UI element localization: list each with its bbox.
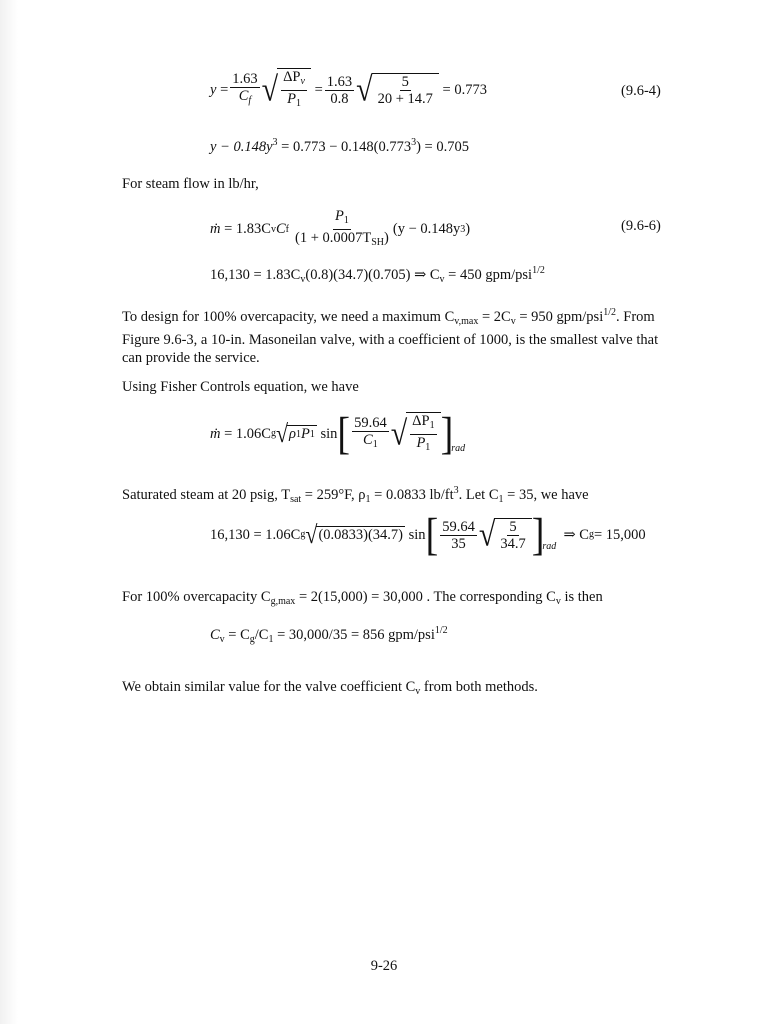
eq-sub: f — [285, 223, 289, 235]
eq-sub: 1 — [372, 439, 378, 450]
eq-sup: 3 — [272, 137, 278, 148]
eq-text: = 1.83C — [224, 221, 271, 238]
para-sub: g,max — [270, 596, 296, 607]
equation-fisher-numeric: 16,130 = 1.06C g √ (0.0833)(34.7) sin [ $\frac{59.64}{35}$ √ $\frac{5}{34.7}$ ] rad ⇒ C g = 15,000 — [210, 509, 646, 561]
para-text: = 35, we have — [503, 487, 589, 503]
eq-sub: 1 — [429, 420, 435, 431]
eq-sub: 1 — [295, 98, 301, 109]
eq-num: P — [335, 208, 344, 224]
eq-text: = C — [224, 627, 250, 643]
fraction — [230, 71, 259, 109]
eq-num: 5 — [509, 519, 517, 535]
eq-num: 1.63 — [232, 71, 258, 87]
eq-sub: g — [270, 428, 276, 439]
eq-num: 59.64 — [442, 518, 475, 535]
para-sup: 1/2 — [603, 307, 616, 318]
eq-num: 59.64 — [354, 415, 387, 431]
eq-text: P — [301, 426, 310, 443]
paragraph-cg-overcapacity — [122, 588, 603, 611]
eq-text: C — [275, 221, 286, 238]
para-sub: sat — [290, 494, 302, 505]
para-text: = 0.0833 lb/ft — [370, 487, 454, 503]
eq-sub: f — [248, 95, 252, 106]
para-sub: v,max — [454, 316, 479, 327]
eq-num: ΔP — [283, 69, 301, 85]
eq-den: 34.7 — [500, 536, 526, 552]
eq-sup: 1/2 — [532, 265, 545, 276]
square-root: √ (0.0833)(34.7) — [305, 520, 404, 549]
para-text: . From Figure 9.6-3, a 10-in. Masoneilan valve, with a coefficient of 1000, is the smallest valve that can provide the service. — [122, 309, 659, 366]
eq-num: ΔP — [412, 413, 430, 429]
para-text: is then — [560, 589, 603, 605]
eq-func: sin — [408, 526, 426, 543]
para-text: We obtain similar value for the valve coefficient C — [122, 679, 416, 695]
eq-den: 0.8 — [330, 90, 349, 107]
eq-num: 1.63 — [326, 73, 353, 90]
para-sub: v — [415, 686, 421, 697]
eq-den: P — [416, 435, 426, 451]
eq-func: sin — [320, 425, 338, 442]
eq-sub: 1 — [296, 428, 302, 440]
para-text: Saturated steam at 20 psig, T — [122, 487, 291, 503]
eq-sub: 1 — [425, 442, 431, 453]
eq-var: ṁ — [210, 221, 221, 238]
equation-cv-from-cg — [210, 626, 448, 645]
eq-sub: g — [300, 529, 306, 540]
equation-number: (9.6-4) — [621, 83, 661, 99]
eq-sup: 3 — [460, 223, 466, 235]
eq-var: ṁ — [210, 425, 221, 442]
para-sub: 1 — [365, 494, 371, 505]
para-text: = 259°F, ρ — [301, 487, 366, 503]
equation-fisher: ṁ = 1.06C g √ ρ 1 P 1 sin [ $\frac{59.64}{C_1}$ √ $\frac{\Delta P_1}{P_1}$ ] rad — [210, 408, 466, 460]
eq-sub: 1 — [268, 634, 274, 645]
paragraph-conclusion — [122, 678, 538, 701]
para-text: = 2(15,000) = 30,000 . The corresponding C — [295, 589, 556, 605]
eq-sub: v — [270, 223, 276, 235]
eq-text: /C — [254, 627, 269, 643]
para-text: = 2C — [478, 309, 511, 325]
eq-sub: v — [300, 76, 305, 87]
eq-text: ) — [465, 221, 471, 238]
para-sup: 3 — [453, 485, 459, 496]
eq-sup: 1/2 — [434, 625, 448, 636]
eq-den: 35 — [451, 535, 466, 552]
eq-text: = 15,000 — [593, 526, 646, 543]
eq-text: = 30,000/35 = 856 gpm/psi — [273, 627, 435, 643]
eq-text: 16,130 = 1.83C — [210, 267, 301, 283]
eq-sub: v — [439, 274, 445, 285]
para-sub: v — [555, 596, 561, 607]
paragraph-fisher-controls: Using Fisher Controls equation, we have — [122, 379, 359, 395]
eq-den: C — [363, 432, 373, 448]
eq-den: ) — [384, 230, 389, 246]
eq-sub: SH — [371, 237, 385, 248]
square-root: √ $\frac{\Delta P_v}{P_1}$ — [262, 68, 311, 112]
eq-text: y − 0.148y — [210, 139, 273, 155]
eq-var: y — [210, 81, 217, 98]
eq-text: C — [210, 627, 220, 643]
eq-text: = 1.06C — [224, 425, 271, 442]
eq-den: (1 + 0.0007T — [294, 230, 372, 246]
eq-radicand: (0.0833)(34.7) — [318, 527, 404, 544]
eq-result: = 0.773 — [442, 81, 487, 98]
eq-den: 20 + 14.7 — [377, 91, 433, 107]
para-sub: v — [510, 316, 516, 327]
eq-sub: 1 — [343, 215, 349, 226]
eq-sup: 3 — [411, 137, 417, 148]
para-text: = 950 gpm/psi — [515, 309, 604, 325]
eq-den: C — [238, 88, 249, 104]
para-sub: 1 — [498, 494, 504, 505]
eq-num: 5 — [401, 74, 409, 90]
paragraph-design-overcapacity — [122, 304, 662, 367]
page-number: 9-26 — [370, 958, 398, 974]
paragraph-saturated-steam — [122, 482, 589, 509]
eq-text: ⇒ C — [563, 526, 589, 543]
para-text: To design for 100% overcapacity, we need a maximum C — [122, 309, 455, 325]
para-text: . Let C — [458, 487, 499, 503]
eq-unit: rad — [451, 443, 466, 454]
scan-edge — [0, 0, 18, 1024]
paragraph-steam-flow: For steam flow in lb/hr, — [122, 176, 259, 192]
eq-text: ) = 0.705 — [416, 139, 469, 155]
equation-cv-result — [210, 266, 545, 285]
eq-text: 16,130 = 1.06C — [210, 526, 301, 543]
eq-den: P — [287, 91, 296, 107]
para-text: For 100% overcapacity C — [122, 589, 271, 605]
fraction — [293, 208, 391, 251]
equation-9-6-4: y = $\frac{1.63}{C_f}$ √ $\frac{\Delta P_v}{P_1}$ = $\frac{1.63}{0.8}$ √ $\frac{5}{20 + 14.7}$ = 0.773 — [210, 68, 487, 112]
eq-sub: g — [588, 529, 594, 540]
eq-text: (y − 0.148y — [392, 221, 461, 238]
eq-text: ρ — [289, 426, 297, 443]
para-text: from both methods. — [420, 679, 538, 695]
eq-text: = 0.773 − 0.148(0.773 — [277, 139, 412, 155]
eq-sub: g — [249, 634, 255, 645]
equation-9-6-6 — [210, 208, 470, 251]
eq-sub: 1 — [309, 428, 315, 440]
eq-unit: rad — [542, 541, 557, 552]
eq-text: (0.8)(34.7)(0.705) ⇒ C — [305, 267, 440, 283]
equation-y-check — [210, 138, 469, 155]
equation-number: (9.6-6) — [621, 218, 661, 234]
eq-sub: v — [300, 274, 306, 285]
eq-sub: v — [219, 634, 225, 645]
eq-text: = 450 gpm/psi — [444, 267, 533, 283]
square-root: √ ρ 1 P 1 — [275, 419, 315, 448]
